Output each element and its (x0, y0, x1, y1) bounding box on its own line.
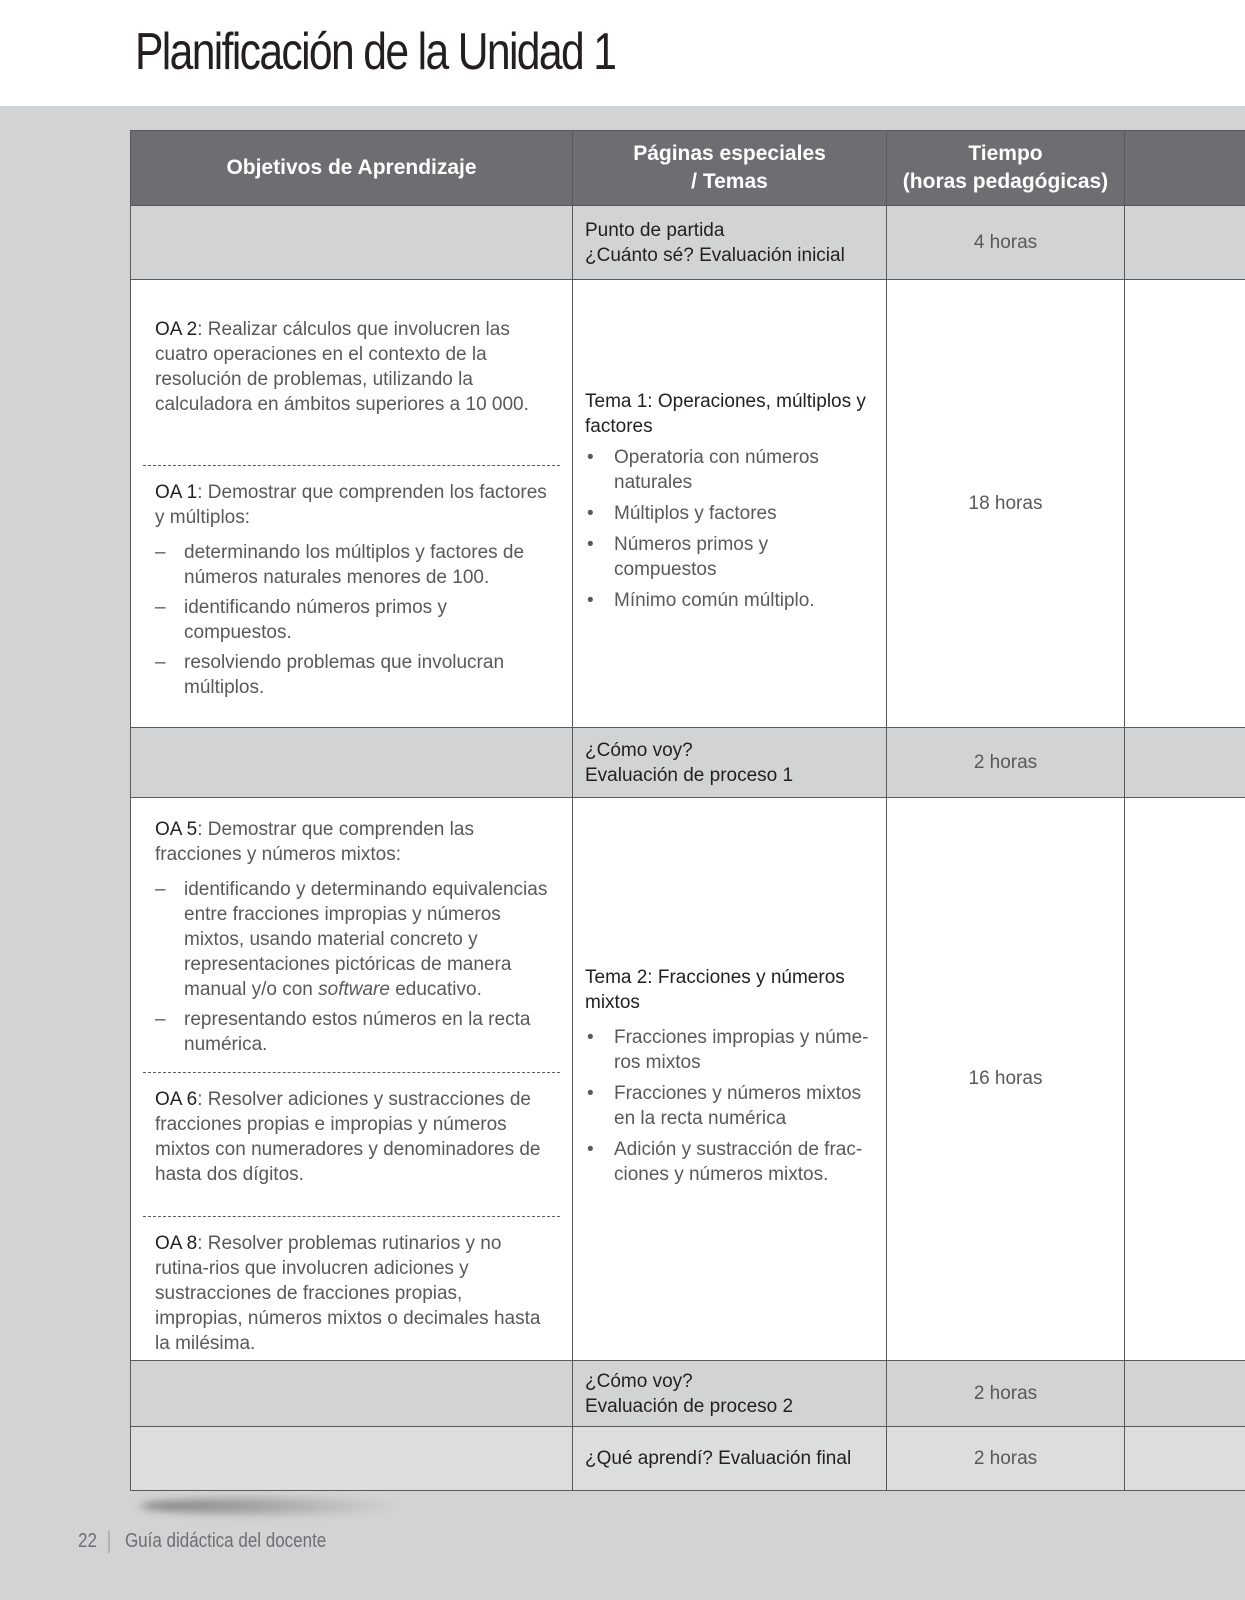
empty-objective-cell (131, 1361, 573, 1427)
special-line1: ¿Cómo voy? (585, 739, 693, 761)
theme-1-title: Tema 1: Operaciones, múltiplos y factores (585, 390, 866, 437)
header-time-line2: (horas pedagógicas) (902, 170, 1109, 193)
special-cell (573, 206, 887, 280)
theme-2-topics (585, 1025, 874, 1187)
list-item: – resolviendo problemas que involucran múltiplos. (155, 650, 548, 700)
header-time (887, 131, 1125, 206)
empty-objective-cell (131, 728, 573, 798)
list-item: • Operatoria con números naturales (585, 445, 874, 495)
list-item: • Fracciones impropias y núme-ros mixtos (585, 1025, 874, 1075)
list-item: – determinando los múltiplos y factores de números naturales menores de 100. (155, 540, 548, 590)
objectives-cell (131, 798, 573, 1361)
oa-8-block (143, 1216, 560, 1356)
oa-8-code: OA 8 (155, 1232, 198, 1254)
software-emphasis: software (318, 978, 390, 1000)
footer-separator (109, 1531, 110, 1553)
header-special-line2: / Temas (691, 170, 768, 193)
page-title: Planificación de la Unidad 1 (135, 23, 616, 81)
oa-1-list (155, 540, 548, 700)
time-cell: 2 horas (887, 1361, 1125, 1427)
list-item-text-end: educativo. (389, 978, 482, 1000)
special-cell: ¿Qué aprendí? Evaluación final (573, 1427, 887, 1491)
oa-5-list (155, 877, 548, 1057)
row-process-eval-2 (131, 1361, 1245, 1427)
header-objectives: Objetivos de Aprendizaje (131, 131, 573, 206)
oa-6-code: OA 6 (155, 1088, 198, 1110)
extra-cell (1125, 728, 1245, 798)
extra-cell (1125, 206, 1245, 280)
oa-5-text: : Demostrar que comprenden las fracciones y números mixtos: (155, 818, 474, 865)
header-special-line1: Páginas especiales (633, 142, 826, 165)
list-item: – identificando números primos y compuestos. (155, 595, 548, 645)
table-shadow (140, 1498, 400, 1514)
unit-planning-table (130, 130, 1245, 1491)
row-final-eval (131, 1427, 1245, 1491)
time-cell: 2 horas (887, 728, 1125, 798)
time-cell: 18 horas (887, 280, 1125, 728)
empty-objective-cell (131, 1427, 573, 1491)
special-cell (573, 728, 887, 798)
theme-1-topics (585, 445, 874, 613)
list-item: • Números primos y compuestos (585, 532, 874, 582)
time-cell: 4 horas (887, 206, 1125, 280)
theme-cell (573, 280, 887, 728)
header-special-pages (573, 131, 887, 206)
oa-1-block (143, 465, 560, 700)
oa-8-text: : Resolver problemas rutinarios y no rutina-rios que involucren adiciones y sustracciones de fracciones propias, impropias, números mixtos o decimales hasta la milésima. (155, 1232, 541, 1354)
special-line2: Evaluación de proceso 2 (585, 1395, 794, 1417)
footer-text: Guía didáctica del docente (124, 1530, 327, 1552)
special-cell (573, 1361, 887, 1427)
page-number: 22 (78, 1530, 97, 1552)
header-row (131, 131, 1245, 206)
extra-cell (1125, 280, 1245, 728)
theme-cell (573, 798, 887, 1361)
oa-2-text: : Realizar cálculos que involucren las cuatro operaciones en el contexto de la resolución de problemas, utilizando la calculadora en ámbitos superiores a 10 000. (155, 318, 529, 415)
oa-2-block (143, 303, 560, 465)
list-item: • Adición y sustracción de frac-ciones y números mixtos. (585, 1137, 874, 1187)
row-theme-1 (131, 280, 1245, 728)
row-starting-point (131, 206, 1245, 280)
list-item: – representando estos números en la recta numérica. (155, 1007, 548, 1057)
theme-2-title: Tema 2: Fracciones y números mixtos (585, 967, 845, 1013)
special-line2: Evaluación de proceso 1 (585, 764, 794, 786)
row-theme-2 (131, 798, 1245, 1361)
list-item: • Mínimo común múltiplo. (585, 588, 874, 613)
header-extra-column (1125, 131, 1245, 206)
extra-cell (1125, 1361, 1245, 1427)
list-item: • Múltiplos y factores (585, 501, 874, 526)
oa-5-code: OA 5 (155, 818, 198, 840)
oa-1-text: : Demostrar que comprenden los factores y múltiplos: (155, 481, 547, 528)
page-footer (78, 1530, 326, 1553)
objectives-cell (131, 280, 573, 728)
special-line1: Punto de partida (585, 219, 725, 241)
oa-1-code: OA 1 (155, 481, 198, 503)
oa-2-code: OA 2 (155, 318, 198, 340)
extra-cell (1125, 798, 1245, 1361)
empty-objective-cell (131, 206, 573, 280)
list-item: • Fracciones y números mixtos en la recta numérica (585, 1081, 874, 1131)
special-line2: ¿Cuánto sé? Evaluación inicial (585, 244, 845, 266)
list-item (155, 877, 548, 1002)
header-time-line1: Tiempo (968, 142, 1043, 165)
extra-cell (1125, 1427, 1245, 1491)
time-cell: 2 horas (887, 1427, 1125, 1491)
oa-6-block (143, 1072, 560, 1216)
oa-6-text: : Resolver adiciones y sustracciones de fracciones propias e impropias y números mixtos con numeradores y denominadores de hasta dos dígitos. (155, 1088, 541, 1185)
oa-5-block (143, 803, 560, 1072)
list-item-text: identificando y determinando equivalencias entre fracciones impropias y números mixtos, usando material concreto y representaciones pictóricas de manera manual y/o con (184, 878, 548, 1000)
special-line1: ¿Cómo voy? (585, 1370, 693, 1392)
time-cell: 16 horas (887, 798, 1125, 1361)
row-process-eval-1 (131, 728, 1245, 798)
